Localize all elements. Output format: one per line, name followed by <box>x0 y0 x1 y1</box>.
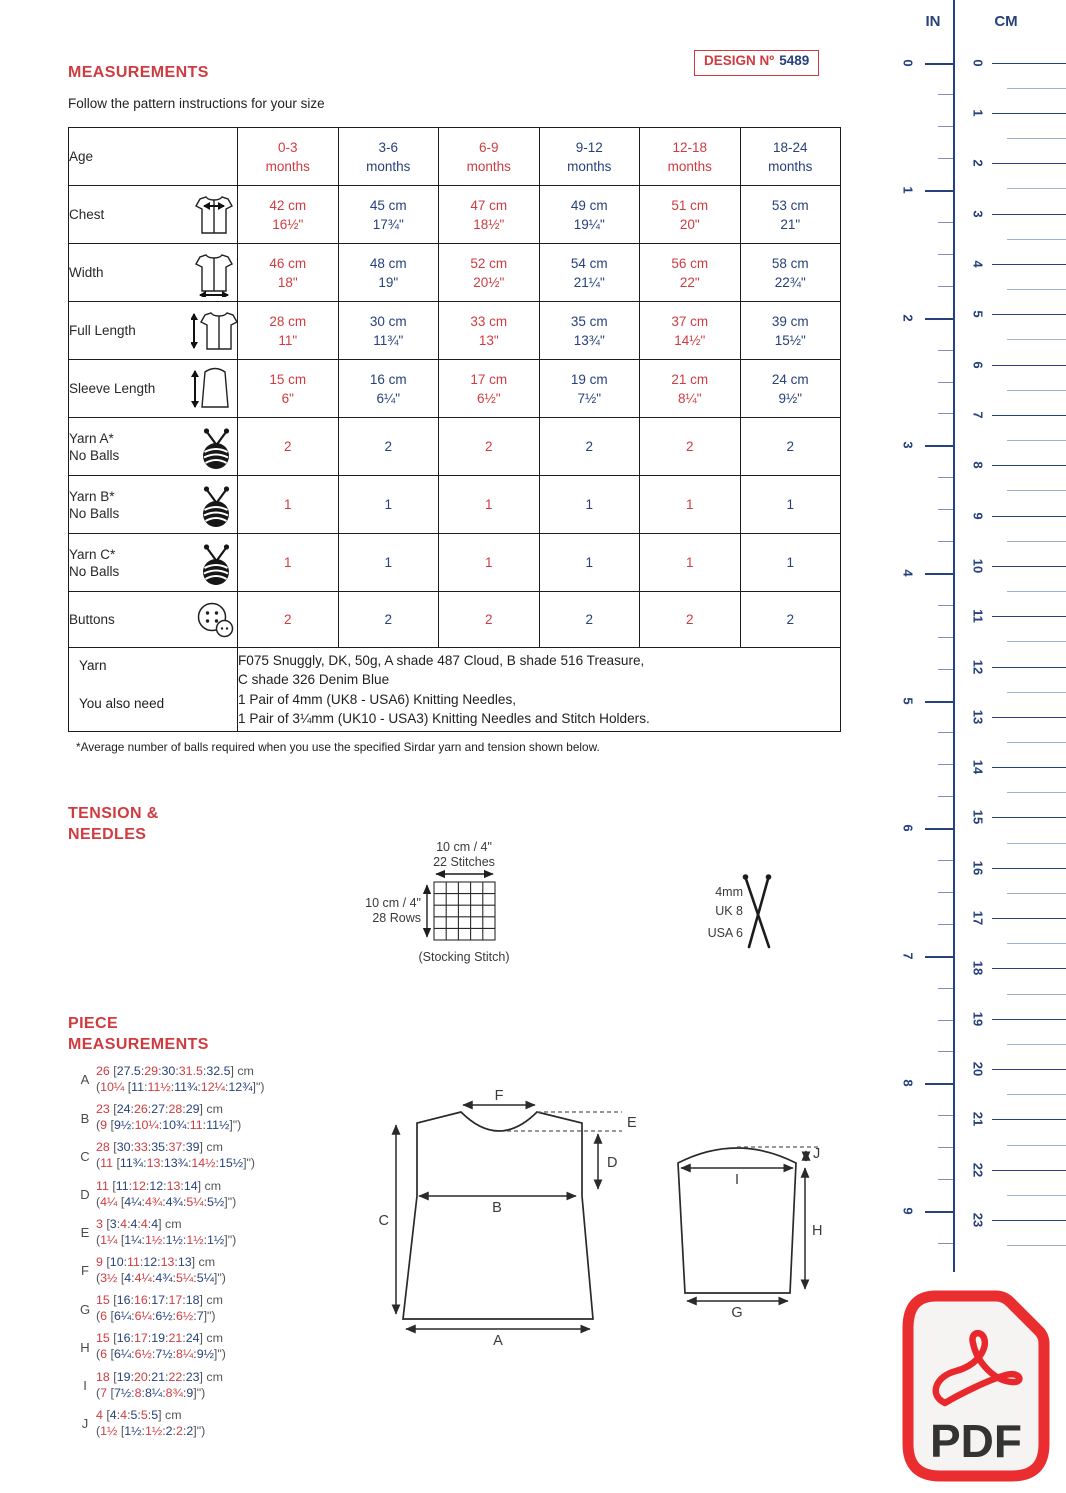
ruler-tick <box>1007 541 1066 542</box>
ruler-tick <box>925 828 953 830</box>
ruler-tick-label: 3 <box>970 209 986 218</box>
svg-text:28 Rows: 28 Rows <box>372 911 421 925</box>
ruler-tick <box>992 1170 1066 1171</box>
ruler-tick <box>1007 1245 1066 1246</box>
page-title: MEASUREMENTS <box>68 64 209 81</box>
row-label-sleeve-length: Sleeve Length <box>69 360 238 418</box>
piece-measurement-item: H 15 [16:17:19:21:24] cm (6 [6¼:6½:7½:8¼:9½]") <box>74 1331 264 1363</box>
svg-text:22 Stitches: 22 Stitches <box>433 855 495 869</box>
ruler-tick <box>938 126 953 127</box>
ruler-tick <box>1007 490 1066 491</box>
row-label-yarn-a-: Yarn A* No Balls <box>69 418 238 476</box>
ruler-tick <box>925 190 953 192</box>
body-label-E: E <box>627 1115 637 1131</box>
size-value-cell: 2 <box>640 418 741 476</box>
ruler-tick <box>992 365 1066 366</box>
piece-measurement-item: E 3 [3:4:4:4:4] cm (1¼ [1¼:1½:1½:1½:1½]") <box>74 1217 264 1249</box>
tension-diagram <box>355 836 525 972</box>
ruler-tick <box>938 413 953 414</box>
knitting-needles-icon <box>705 862 825 962</box>
table-row <box>69 534 841 592</box>
ruler-tick-label: 2 <box>900 314 916 322</box>
ruler-tick-label: 13 <box>970 709 986 725</box>
ruler-tick <box>925 1083 953 1085</box>
yarn-ball-icon <box>191 423 237 471</box>
row-label-buttons: Buttons <box>69 592 238 648</box>
stitch-caption: (Stocking Stitch) <box>418 950 510 964</box>
ruler-tick-label: 12 <box>970 659 986 674</box>
ruler-tick-label: 7 <box>970 411 986 419</box>
ruler-tick <box>992 1019 1066 1020</box>
ruler-tick <box>938 605 953 606</box>
ruler-tick <box>1007 88 1066 89</box>
pdf-label: PDF <box>930 1415 1022 1467</box>
size-value-cell: 1 <box>238 476 339 534</box>
age-column-header: 18-24 months <box>740 128 841 186</box>
size-value-cell: 51 cm 20" <box>640 186 741 244</box>
ruler-tick <box>925 318 953 320</box>
ruler-tick <box>992 566 1066 567</box>
ruler-tick <box>938 669 953 670</box>
sleeve-length-icon <box>191 365 237 413</box>
ruler-tick <box>938 860 953 861</box>
piece-letter: E <box>80 1225 90 1241</box>
sleeve-label-H: H <box>812 1223 823 1239</box>
ruler-tick <box>992 1069 1066 1070</box>
ruler-tick <box>938 1243 953 1244</box>
ruler-tick <box>992 968 1066 969</box>
ruler-tick <box>938 988 953 989</box>
piece-measurement-item: A 26 [27.5:29:30:31.5:32.5] cm (10¼ [11:11½:11¾:12¼:12¾]") <box>74 1064 264 1096</box>
ruler-tick-label: 20 <box>970 1061 986 1077</box>
age-column-header: 3-6 months <box>338 128 439 186</box>
table-row <box>69 592 841 648</box>
size-value-cell: 2 <box>338 592 439 648</box>
piece-letter: D <box>80 1187 90 1203</box>
ruler-tick-label: 8 <box>900 1079 916 1087</box>
sleeve-label-G: G <box>731 1305 743 1321</box>
ruler-tick-label: 8 <box>970 461 986 469</box>
ruler-tick <box>938 764 953 765</box>
body-label-D: D <box>607 1155 618 1171</box>
piece-letter: H <box>80 1339 90 1355</box>
size-value-cell: 46 cm 18" <box>238 244 339 302</box>
footnote: *Average number of balls required when you use the specified Sirdar yarn and tension shown below. <box>76 740 600 754</box>
ruler-tick <box>925 1211 953 1213</box>
body-label-B: B <box>492 1200 502 1216</box>
ruler-tick-label: 7 <box>900 952 916 960</box>
subtitle: Follow the pattern instructions for your size <box>68 96 325 111</box>
ruler-in-header: IN <box>925 13 941 30</box>
ruler-tick <box>1007 641 1066 642</box>
body-diagram <box>375 1085 660 1350</box>
piece-measurement-item: J 4 [4:4:5:5:5] cm (1½ [1½:1½:2:2:2]") <box>74 1408 264 1440</box>
piece-letter: C <box>80 1148 90 1164</box>
size-value-cell: 47 cm 18½" <box>439 186 540 244</box>
width-measure-icon <box>191 249 237 297</box>
size-value-cell: 1 <box>338 476 439 534</box>
ruler-tick <box>925 573 953 575</box>
size-value-cell: 30 cm 11¾" <box>338 302 439 360</box>
ruler-tick <box>992 516 1066 517</box>
piece-measurement-item: C 28 [30:33:35:37:39] cm (11 [11¾:13:13¾:14½:15½]") <box>74 1140 264 1172</box>
size-value-cell: 2 <box>740 592 841 648</box>
ruler-tick <box>992 1220 1066 1221</box>
table-row <box>69 186 841 244</box>
yarn-info-text: F075 Snuggly, DK, 50g, A shade 487 Cloud, B shade 516 Treasure, C shade 326 Denim Blue 1 Pair of 4mm (UK8 - USA6) Knitting Needles, 1 Pair of 3¼mm (UK10 - USA3) Knitting Needles and Stitch Holders. <box>238 648 841 732</box>
ruler-tick-label: 9 <box>970 511 986 520</box>
ruler-tick <box>1007 1044 1066 1045</box>
body-label-A: A <box>493 1333 503 1349</box>
size-value-cell: 1 <box>740 534 841 592</box>
size-value-cell: 1 <box>640 476 741 534</box>
ruler-tick <box>1007 138 1066 139</box>
ruler-tick <box>1007 289 1066 290</box>
table-row <box>69 418 841 476</box>
ruler-tick <box>1007 893 1066 894</box>
size-value-cell: 1 <box>439 534 540 592</box>
ruler-tick <box>938 254 953 255</box>
ruler-tick <box>938 158 953 159</box>
tension-top-label: 10 cm / 4" <box>436 840 492 854</box>
ruler-tick-label: 16 <box>970 860 986 876</box>
ruler-tick <box>938 892 953 893</box>
size-value-cell: 39 cm 15½" <box>740 302 841 360</box>
ruler-tick <box>992 918 1066 919</box>
tension-left-label: 10 cm / 4" <box>365 896 421 910</box>
svg-text:UK 8: UK 8 <box>715 904 743 918</box>
ruler-tick <box>938 1147 953 1148</box>
piece-measurements-heading: PIECE MEASUREMENTS <box>68 1015 209 1053</box>
ruler-tick-label: 0 <box>900 58 916 67</box>
size-value-cell: 2 <box>238 418 339 476</box>
size-value-cell: 42 cm 16½" <box>238 186 339 244</box>
ruler-tick <box>1007 994 1066 995</box>
ruler-tick <box>1007 943 1066 944</box>
ruler-tick-label: 5 <box>970 310 986 318</box>
piece-letter: G <box>79 1301 91 1317</box>
ruler-tick <box>938 1115 953 1116</box>
ruler-tick-label: 1 <box>970 109 986 117</box>
yarn-ball-icon <box>191 481 237 529</box>
size-value-cell: 2 <box>740 418 841 476</box>
ruler-tick <box>1007 1145 1066 1146</box>
ruler-tick-label: 0 <box>970 58 986 67</box>
ruler-tick <box>938 350 953 351</box>
piece-measurement-item: B 23 [24:26:27:28:29] cm (9 [9½:10¼:10¾:11:11½]") <box>74 1102 264 1134</box>
age-column-header: 0-3 months <box>238 128 339 186</box>
svg-text:USA 6: USA 6 <box>707 926 743 940</box>
size-value-cell: 2 <box>439 592 540 648</box>
ruler-tick <box>925 63 953 65</box>
size-table <box>68 127 841 732</box>
piece-measurements-list <box>74 1064 264 1446</box>
ruler-tick <box>1007 591 1066 592</box>
size-value-cell: 1 <box>740 476 841 534</box>
size-value-cell: 15 cm 6" <box>238 360 339 418</box>
ruler-tick <box>1007 339 1066 340</box>
size-value-cell: 2 <box>539 418 640 476</box>
ruler-tick <box>992 415 1066 416</box>
size-value-cell: 28 cm 11" <box>238 302 339 360</box>
ruler-tick <box>992 868 1066 869</box>
ruler-tick <box>1007 692 1066 693</box>
ruler-tick <box>938 541 953 542</box>
ruler-divider <box>953 0 955 1272</box>
ruler-tick <box>1007 239 1066 240</box>
ruler-tick-label: 23 <box>970 1212 986 1228</box>
ruler-tick-label: 17 <box>970 910 986 926</box>
ruler-tick <box>938 796 953 797</box>
ruler-tick <box>1007 188 1066 189</box>
ruler-tick-label: 10 <box>970 558 986 574</box>
size-value-cell: 49 cm 19¼" <box>539 186 640 244</box>
ruler-tick <box>925 956 953 958</box>
size-value-cell: 24 cm 9½" <box>740 360 841 418</box>
size-value-cell: 2 <box>539 592 640 648</box>
piece-letter: A <box>80 1072 90 1088</box>
size-value-cell: 2 <box>338 418 439 476</box>
size-value-cell: 56 cm 22" <box>640 244 741 302</box>
ruler-tick <box>1007 843 1066 844</box>
ruler-tick <box>992 314 1066 315</box>
ruler-tick-label: 19 <box>970 1011 986 1027</box>
size-value-cell: 53 cm 21" <box>740 186 841 244</box>
size-value-cell: 1 <box>640 534 741 592</box>
ruler-tick-label: 3 <box>900 441 916 449</box>
ruler-tick <box>925 701 953 703</box>
ruler-tick <box>992 214 1066 215</box>
row-label-yarn-c-: Yarn C* No Balls <box>69 534 238 592</box>
full-length-icon <box>191 307 237 355</box>
table-header-row <box>69 128 841 186</box>
ruler-tick-label: 5 <box>900 696 916 705</box>
ruler-tick-label: 2 <box>970 159 986 167</box>
ruler-tick <box>992 817 1066 818</box>
ruler-tick <box>1007 440 1066 441</box>
ruler-tick-label: 4 <box>900 569 916 577</box>
ruler-tick <box>992 63 1066 64</box>
ruler-tick <box>992 717 1066 718</box>
design-label: DESIGN Nº <box>704 53 775 68</box>
piece-measurement-item: D 11 [11:12:12:13:14] cm (4¼ [4¼:4¾:4¾:5¼:5½]") <box>74 1179 264 1211</box>
age-column-header: 9-12 months <box>539 128 640 186</box>
sleeve-label-J: J <box>813 1146 821 1162</box>
ruler-tick-label: 6 <box>970 360 986 369</box>
row-label-width: Width <box>69 244 238 302</box>
ruler-tick <box>1007 1094 1066 1095</box>
size-value-cell: 35 cm 13¾" <box>539 302 640 360</box>
ruler-tick <box>1007 792 1066 793</box>
ruler-tick-label: 21 <box>970 1112 986 1127</box>
size-value-cell: 37 cm 14½" <box>640 302 741 360</box>
ruler-tick <box>938 1020 953 1021</box>
ruler-tick-label: 18 <box>970 961 986 976</box>
tension-grid <box>434 882 495 940</box>
ruler-tick <box>938 286 953 287</box>
table-row <box>69 302 841 360</box>
size-value-cell: 54 cm 21¼" <box>539 244 640 302</box>
size-value-cell: 2 <box>439 418 540 476</box>
size-value-cell: 1 <box>539 476 640 534</box>
ruler-tick <box>992 616 1066 617</box>
size-value-cell: 21 cm 8¼" <box>640 360 741 418</box>
ruler-cm-header: CM <box>994 13 1018 30</box>
body-label-F: F <box>494 1088 504 1104</box>
age-row-label: Age <box>69 128 238 186</box>
ruler-tick-label: 4 <box>970 260 986 268</box>
table-row <box>69 244 841 302</box>
ruler-tick <box>938 924 953 925</box>
design-number: 5489 <box>779 53 810 68</box>
size-value-cell: 58 cm 22¾" <box>740 244 841 302</box>
ruler-tick <box>992 113 1066 114</box>
ruler-tick <box>938 1051 953 1052</box>
ruler-tick <box>992 667 1066 668</box>
yarn-info-row <box>69 648 841 732</box>
piece-letter: J <box>81 1416 89 1432</box>
buttons-icon <box>191 596 237 644</box>
yarn-info-label: Yarn You also need <box>69 648 238 732</box>
ruler-tick <box>992 264 1066 265</box>
ruler-tick <box>938 94 953 95</box>
ruler-tick <box>1007 742 1066 743</box>
yarn-ball-icon <box>191 539 237 587</box>
size-value-cell: 52 cm 20½" <box>439 244 540 302</box>
ruler-tick <box>938 637 953 638</box>
ruler-tick-label: 15 <box>970 810 986 825</box>
ruler-tick <box>938 477 953 478</box>
ruler-tick <box>938 509 953 510</box>
ruler-tick <box>992 465 1066 466</box>
ruler-tick <box>1007 1195 1066 1196</box>
size-value-cell: 1 <box>338 534 439 592</box>
sleeve-label-I: I <box>734 1172 740 1188</box>
body-label-C: C <box>378 1213 389 1229</box>
size-value-cell: 17 cm 6½" <box>439 360 540 418</box>
ruler-tick <box>925 445 953 447</box>
size-value-cell: 2 <box>238 592 339 648</box>
piece-letter: F <box>81 1263 89 1279</box>
size-value-cell: 1 <box>238 534 339 592</box>
piece-measurement-item: I 18 [19:20:21:22:23] cm (7 [7½:8:8¼:8¾:9]") <box>74 1370 264 1402</box>
ruler-tick-label: 14 <box>970 759 986 775</box>
size-value-cell: 45 cm 17¾" <box>338 186 439 244</box>
tension-heading: TENSION & NEEDLES <box>68 805 159 843</box>
ruler-tick-label: 9 <box>900 1207 916 1215</box>
piece-letter: B <box>80 1110 90 1126</box>
sleeve-diagram <box>648 1128 830 1322</box>
ruler-tick-label: 1 <box>900 186 916 194</box>
size-value-cell: 1 <box>439 476 540 534</box>
size-value-cell: 1 <box>539 534 640 592</box>
table-row <box>69 476 841 534</box>
row-label-yarn-b-: Yarn B* No Balls <box>69 476 238 534</box>
piece-measurement-item: G 15 [16:16:17:17:18] cm (6 [6¼:6¼:6½:6½:7]") <box>74 1293 264 1325</box>
ruler-tick <box>938 382 953 383</box>
size-value-cell: 19 cm 7½" <box>539 360 640 418</box>
ruler-tick <box>992 163 1066 164</box>
table-row <box>69 360 841 418</box>
row-label-chest: Chest <box>69 186 238 244</box>
size-value-cell: 16 cm 6¼" <box>338 360 439 418</box>
ruler-tick <box>992 1119 1066 1120</box>
needle-size-label: 4mm <box>715 885 743 899</box>
age-column-header: 6-9 months <box>439 128 540 186</box>
row-label-full-length: Full Length <box>69 302 238 360</box>
pdf-badge[interactable] <box>900 1288 1054 1486</box>
piece-measurement-item: F 9 [10:11:12:13:13] cm (3½ [4:4¼:4¾:5¼:5¼]") <box>74 1255 264 1287</box>
ruler-tick <box>938 222 953 223</box>
piece-letter: I <box>83 1378 87 1394</box>
ruler-tick-label: 22 <box>970 1162 986 1178</box>
size-value-cell: 48 cm 19" <box>338 244 439 302</box>
age-column-header: 12-18 months <box>640 128 741 186</box>
ruler-tick-label: 11 <box>970 609 986 623</box>
ruler-tick-label: 6 <box>900 824 916 832</box>
ruler-tick <box>938 1179 953 1180</box>
chest-measure-icon <box>191 191 237 239</box>
ruler-tick <box>992 767 1066 768</box>
size-value-cell: 33 cm 13" <box>439 302 540 360</box>
size-value-cell: 2 <box>640 592 741 648</box>
design-number-box <box>694 50 819 76</box>
ruler-tick <box>938 732 953 733</box>
ruler-tick <box>1007 390 1066 391</box>
